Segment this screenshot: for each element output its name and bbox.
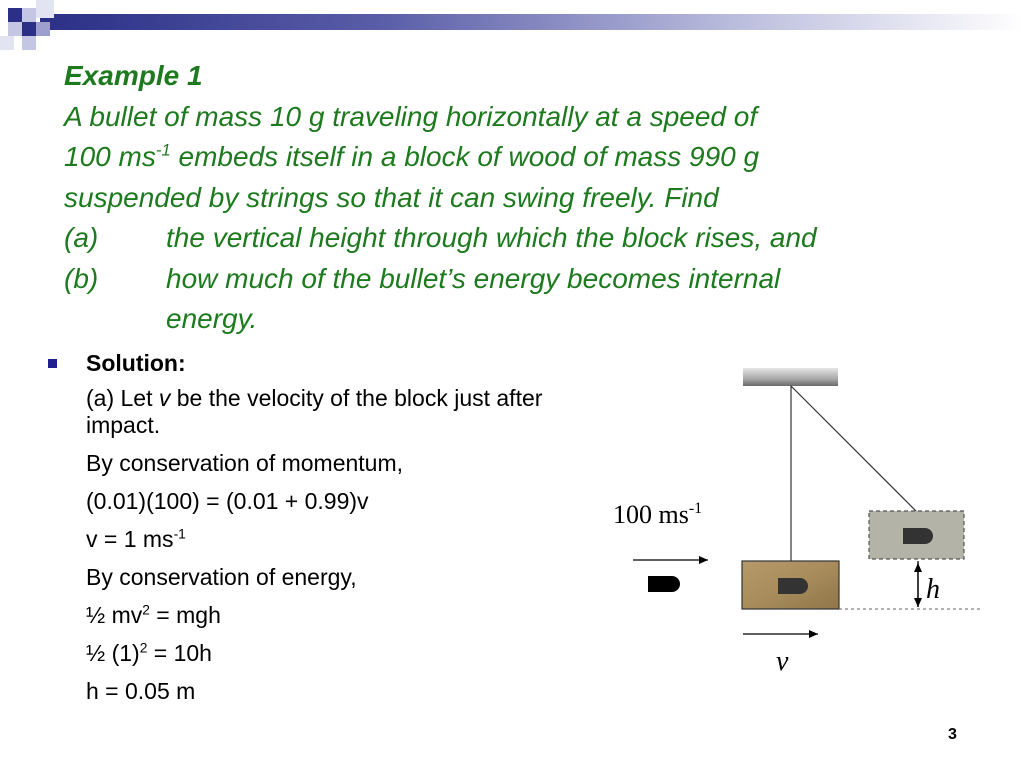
header-square-1 bbox=[8, 8, 22, 22]
solution-bullet-row bbox=[48, 345, 668, 381]
item-b-text: how much of the bullet’s energy becomes internal bbox=[166, 262, 781, 294]
problem-item-a bbox=[64, 218, 984, 259]
header-square-7 bbox=[22, 36, 36, 50]
speed-label-sup: -1 bbox=[688, 500, 703, 517]
solution-line-7-sup: 2 bbox=[139, 640, 148, 656]
header-square-5 bbox=[22, 22, 36, 36]
height-label: h bbox=[926, 574, 940, 605]
embedded-bullet-raised bbox=[903, 528, 933, 544]
solution-line-5: By conservation of energy, bbox=[86, 564, 357, 590]
solution-heading: Solution: bbox=[86, 350, 186, 376]
problem-line-2 bbox=[64, 137, 984, 178]
string-swung bbox=[791, 386, 917, 512]
solution-line-4 bbox=[86, 526, 668, 553]
page-number: 3 bbox=[948, 726, 957, 743]
square-bullet-icon bbox=[48, 359, 57, 368]
solution-line-7-a: ½ (1) bbox=[86, 640, 140, 666]
solution-line-1-var: v bbox=[158, 385, 171, 411]
item-a-label: (a) bbox=[64, 222, 99, 253]
ballistic-pendulum-diagram bbox=[600, 360, 1000, 690]
solution-line-6 bbox=[86, 602, 668, 629]
problem-line-2-post: embeds itself in a block of wood of mass 990 g bbox=[170, 141, 760, 172]
header-square-4 bbox=[8, 22, 22, 36]
solution-line-6-sup: 2 bbox=[142, 602, 150, 618]
problem-line-2-sup: -1 bbox=[155, 140, 171, 160]
solution-line-7-b: = 10h bbox=[147, 640, 212, 666]
solution-line-4-pre: v = 1 ms bbox=[86, 526, 174, 552]
solution-line-6-a: ½ mv bbox=[86, 602, 143, 628]
solution-line-4-sup: -1 bbox=[173, 526, 186, 542]
speed-label bbox=[613, 500, 702, 529]
incoming-bullet bbox=[648, 576, 680, 592]
problem-statement bbox=[64, 56, 984, 340]
solution-block bbox=[48, 345, 668, 705]
item-b-continuation: energy. bbox=[166, 303, 258, 334]
ceiling-support bbox=[743, 368, 838, 386]
solution-lines bbox=[48, 385, 668, 705]
header-square-2 bbox=[22, 8, 36, 22]
header-square-6 bbox=[36, 22, 50, 36]
header-square-8 bbox=[0, 36, 14, 50]
solution-line-1-wrap: impact. bbox=[86, 412, 161, 438]
example-title: Example 1 bbox=[64, 60, 203, 91]
header-square-3 bbox=[36, 0, 54, 18]
solution-line-1-post: be the velocity of the block just after bbox=[170, 385, 543, 411]
header-gradient-bar bbox=[40, 14, 1024, 30]
embedded-bullet bbox=[778, 578, 808, 594]
item-a-text: the vertical height through which the block rises, and bbox=[166, 222, 817, 253]
solution-line-3: (0.01)(100) = (0.01 + 0.99)v bbox=[86, 488, 369, 514]
problem-line-2-pre: 100 ms bbox=[64, 141, 156, 172]
velocity-label: v bbox=[776, 646, 789, 677]
solution-line-6-b: = mgh bbox=[149, 602, 221, 628]
solution-line-1-pre: (a) Let bbox=[86, 385, 159, 411]
speed-label-main: 100 ms bbox=[613, 500, 689, 529]
solution-line-7 bbox=[86, 640, 668, 667]
item-b-label: (b) bbox=[64, 262, 99, 294]
problem-line-3: suspended by strings so that it can swing freely. Find bbox=[64, 181, 719, 213]
solution-line-8: h = 0.05 m bbox=[86, 678, 196, 704]
solution-line-2: By conservation of momentum, bbox=[86, 450, 404, 476]
solution-line-1 bbox=[86, 385, 668, 439]
problem-line-1: A bullet of mass 10 g traveling horizontally at a speed of bbox=[64, 100, 758, 132]
problem-item-b bbox=[64, 259, 984, 300]
